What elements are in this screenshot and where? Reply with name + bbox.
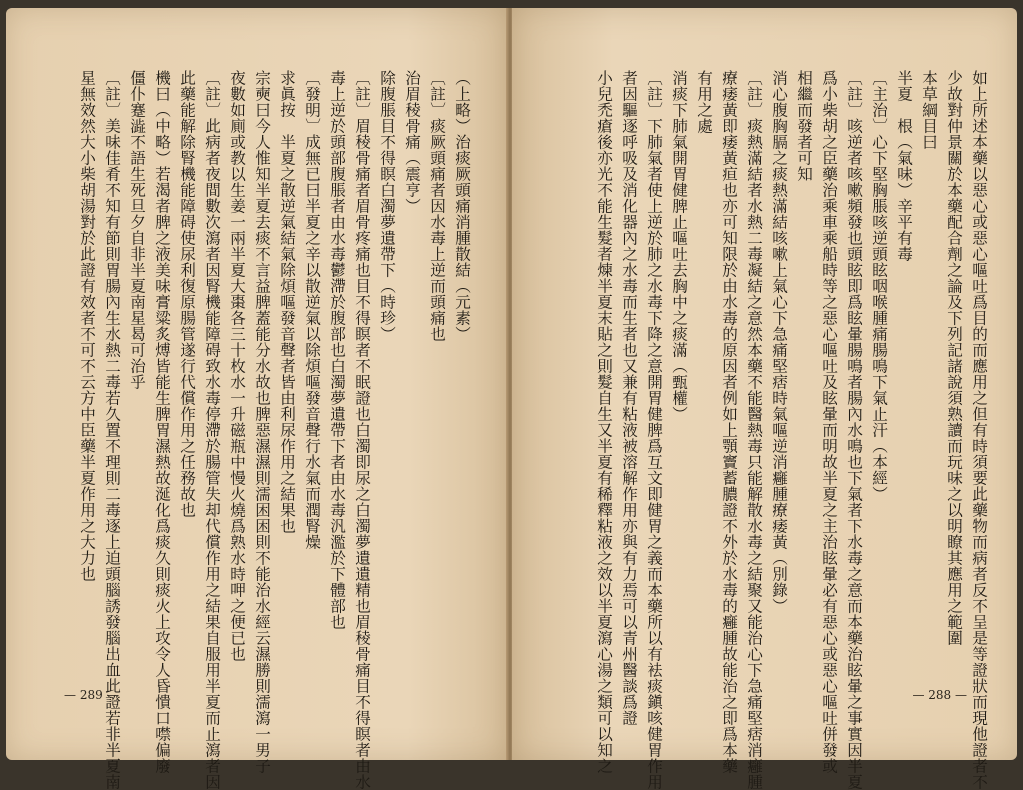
text-column: 〔註〕此病者夜間數次瀉者因腎機能障碍致水毒停滯於腸管失却代償作用之結果自服用半夏而止瀉者因 bbox=[203, 70, 221, 790]
text-column: 者因驅逐呼吸及消化器內之水毒而生者也又兼有粘液被溶解作用亦與有力焉可以青州醫談爲證 bbox=[620, 70, 638, 726]
text-column: 〔發明〕成無已曰半夏之辛以散逆氣以除煩嘔發音聲行水氣而潤腎燥 bbox=[303, 70, 321, 550]
text-column: 宗奭曰今人惟知半夏去痰不言益脾蓋能分水故也脾惡濕濕則濡困困則不能治水經云濕勝則濡瀉一男子 bbox=[253, 70, 271, 774]
text-column: 〔註〕下肺氣者使上逆於肺之水毒下降之意開胃健脾爲互文即健胃之義而本藥所以有袪痰鎭咳健胃作用 bbox=[645, 70, 663, 790]
text-column: 本草綱目曰 bbox=[920, 70, 938, 150]
text-column: 治眉稜骨痛（震亨） bbox=[403, 70, 421, 214]
text-column: 機曰（中略）若渴者脾之液美味膏粱炙煿皆能生脾胃濕熱故涎化爲痰久則痰火上攻令人昏憒口噤偏廢 bbox=[153, 70, 171, 774]
text-column: 星無效然大小柴胡湯對於此證有效者不可不云方中臣藥半夏作用之大力也 bbox=[78, 70, 96, 582]
text-column: 少故對仲景關於本藥配合劑之論及下列記諸說須熟讀而玩味之以明瞭其應用之範圍 bbox=[945, 70, 963, 646]
text-column: 〔註〕咳逆者咳嗽頻發也頭眩即爲眩暈腸鳴者腸內水鳴也下氣者下水毒之意而本藥治眩暈之事實因半夏 bbox=[845, 70, 863, 790]
text-column: 〔註〕痰厥頭痛者因水毒上逆而頭痛也 bbox=[428, 70, 446, 342]
text-column: 此藥能解除腎機能障碍使尿利復原腸管遂行代償作用之任務故也 bbox=[178, 70, 196, 518]
text-column: 半夏 根（氣味）辛平有毒 bbox=[895, 70, 913, 262]
text-column: 僵仆蹇澁不語生死旦夕自非半夏南星曷可治乎 bbox=[128, 70, 146, 390]
left-page-number: — 289 — bbox=[64, 688, 119, 702]
text-column: 毒上逆於頭部腹脹者由水毒鬱滯於腹部也白濁夢遺帶下者由水毒汎濫於下體部也 bbox=[328, 70, 346, 630]
text-column: 求眞按 半夏之散逆氣結氣除煩嘔發音聲者皆由利尿作用之結果也 bbox=[278, 70, 296, 534]
left-page bbox=[6, 8, 508, 790]
text-column: （上略）治痰厥頭痛消腫散結（元素） bbox=[453, 70, 471, 342]
left-page-text bbox=[34, 70, 474, 790]
text-column: 〔註〕美味佳肴不知有節則胃腸內生水熱二毒若久置不理則二毒逐上迫頭腦誘發腦出血此證若非半夏南 bbox=[103, 70, 121, 790]
text-column: 療痿黃即痿黃疸也亦可知限於由水毒的原因者例如上顎竇蓄膿證不外於水毒的癰腫故能治之即爲本藥 bbox=[720, 70, 738, 774]
right-page-text bbox=[539, 70, 991, 790]
text-column: 小兒禿瘡後亦光不能生髮者煉半夏末貼之則髮自生又半夏有稀釋粘液之效以半夏瀉心湯之類可以知之 bbox=[595, 70, 613, 774]
text-column: 夜數如廁或教以生姜一兩半夏大棗各三十枚水一升磁瓶中慢火燒爲熟水時呷之便已也 bbox=[228, 70, 246, 662]
text-column: 〔註〕痰熱滿結者水熱二毒凝結之意然本藥不能醫熱毒只能解散水毒之結聚又能治心下急痛堅痞消癰腫 bbox=[745, 70, 763, 790]
text-column: 如上所述本藥以惡心或惡心嘔吐爲目的而應用之但有時須要此藥物而病者反不呈是等證狀而現他證者不 bbox=[970, 70, 988, 790]
text-column: 除腹脹目不得瞑白濁夢遺帶下（時珍） bbox=[378, 70, 396, 342]
right-page bbox=[512, 8, 1017, 790]
text-column: 爲小柴胡之臣藥治乘車乘船時等之惡心嘔吐及眩暈而明故半夏之主治眩暈必有惡心或惡心嘔吐併發或 bbox=[820, 70, 838, 774]
text-column: 有用之處 bbox=[695, 70, 713, 134]
text-column: 〔主治〕心下堅胸脹咳逆頭眩咽喉腫痛腸鳴下氣止汗（本經） bbox=[870, 70, 888, 502]
text-column: 相繼而發者可知 bbox=[795, 70, 813, 182]
text-column: 消心腹胸膈之痰熱滿結咳嗽上氣心下急痛堅痞時氣嘔逆消癰腫療痿黃（別錄） bbox=[770, 70, 788, 614]
right-page-number: — 288 — bbox=[912, 688, 967, 702]
text-column: 〔註〕眉稜骨痛者眉骨疼痛也目不得瞑者不眠證也白濁即尿之白濁夢遺遺精也眉稜骨痛目不得瞑者由水 bbox=[353, 70, 371, 790]
text-column: 消痰下肺氣開胃健脾止嘔吐去胸中之痰滿（甄權） bbox=[670, 70, 688, 422]
